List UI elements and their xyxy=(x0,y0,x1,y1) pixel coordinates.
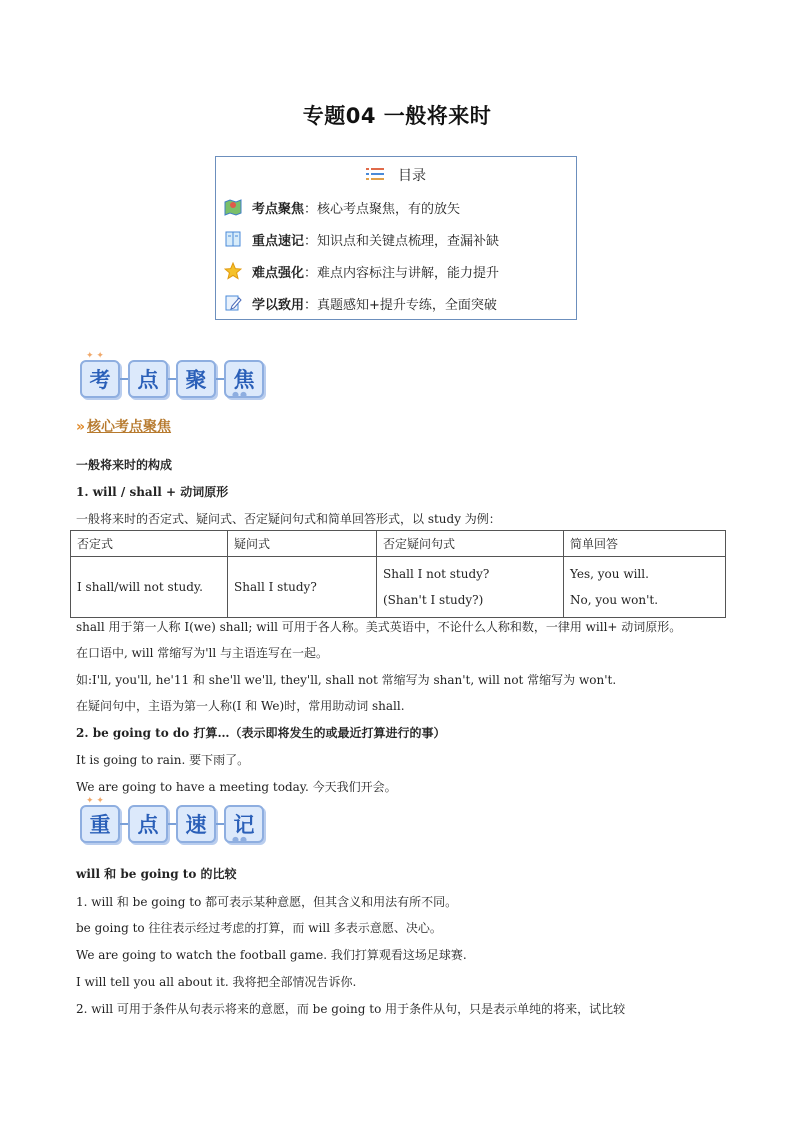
star-icon xyxy=(224,262,242,280)
body-line: 2. will 可用于条件从句表示将来的意愿，而 be going to 用于条件从句，只是表示单纯的将来，试比较 xyxy=(76,1002,626,1016)
table-row xyxy=(71,557,726,618)
badge-char: 记 xyxy=(224,805,264,843)
toc-item-desc: ：难点内容标注与讲解，能力提升 xyxy=(304,266,500,281)
example-line: We are going to have a meeting today. 今天我们开会。 xyxy=(76,780,397,794)
badge-char: 点 xyxy=(128,805,168,843)
intro-text: 一般将来时的否定式、疑问式、否定疑问句式和简单回答形式，以 study 为例： xyxy=(76,512,501,526)
section-heading: 一般将来时的构成 xyxy=(76,458,173,472)
point-1: 1. will / shall + 动词原形 xyxy=(76,485,229,499)
table-header: 疑问式 xyxy=(228,531,377,557)
table-header: 否定疑问句式 xyxy=(377,531,564,557)
toc-item-difficult[interactable] xyxy=(224,262,499,281)
toc-item-notes[interactable] xyxy=(224,230,499,249)
note-line: 如:I'll, you'll, he'11 和 she'll we'll, they'll, shall not 常缩写为 shan't, will not 常缩写为 won't. xyxy=(76,673,617,687)
section-heading: will 和 be going to 的比较 xyxy=(76,867,237,881)
table-header: 简单回答 xyxy=(564,531,726,557)
table-header-row xyxy=(71,531,726,557)
toc-item-desc: ：真题感知+提升专练，全面突破 xyxy=(304,298,497,313)
badge-char: 焦 xyxy=(224,360,264,398)
toc-heading-row xyxy=(216,165,576,185)
toc-item-label: 重点速记 xyxy=(252,234,305,249)
badge-char: 点 xyxy=(128,360,168,398)
note-line: shall 用于第一人称 I(we) shall; will 可用于各人称。美式英语中，不论什么人称和数，一律用 will+ 动词原形。 xyxy=(76,620,682,634)
table-cell: I shall/will not study. xyxy=(71,557,228,618)
toc-item-label: 难点强化 xyxy=(252,266,305,281)
page-title: 专题04 一般将来时 xyxy=(302,104,492,128)
table-cell: Yes, you will. No, you won't. xyxy=(564,557,726,618)
toc-heading: 目录 xyxy=(398,168,426,184)
toc-item-label: 学以致用 xyxy=(252,298,305,313)
point-2: 2. be going to do 打算…（表示即将发生的或最近打算进行的事） xyxy=(76,726,446,740)
table-cell: Shall I not study? (Shan't I study?) xyxy=(377,557,564,618)
edit-icon xyxy=(224,294,242,312)
toc-item-label: 考点聚焦 xyxy=(252,202,305,217)
body-line: be going to 往往表示经过考虑的打算，而 will 多表示意愿、决心。 xyxy=(76,921,442,935)
connector xyxy=(120,823,128,825)
section-badge-notes xyxy=(80,796,264,844)
note-line: 在口语中, will 常缩写为'll 与主语连写在一起。 xyxy=(76,646,329,660)
sparkle-icon: ✦ ✦ xyxy=(86,351,104,361)
toc-item-desc: ：核心考点聚焦，有的放矢 xyxy=(304,202,461,217)
connector xyxy=(168,823,176,825)
badge-char: 速 xyxy=(176,805,216,843)
connector xyxy=(216,378,224,380)
body-line: We are going to watch the football game. 我们打算观看这场足球赛. xyxy=(76,948,467,962)
double-chevron-icon: » xyxy=(76,419,86,435)
connector xyxy=(120,378,128,380)
toc-item-desc: ：知识点和关键点梳理，查漏补缺 xyxy=(304,234,500,249)
connector xyxy=(216,823,224,825)
badge-char: 重 xyxy=(80,805,120,843)
toc-item-focus[interactable] xyxy=(224,198,460,217)
badge-char: 考 xyxy=(80,360,120,398)
badge-char: 聚 xyxy=(176,360,216,398)
sparkle-icon: ✦ ✦ xyxy=(86,796,104,806)
toc-item-practice[interactable] xyxy=(224,294,497,313)
table-of-contents xyxy=(215,156,577,320)
connector xyxy=(168,378,176,380)
note-line: 在疑问句中，主语为第一人称(I 和 We)时，常用助动词 shall. xyxy=(76,699,405,713)
body-line: I will tell you all about it. 我将把全部情况告诉你. xyxy=(76,975,357,989)
forms-table xyxy=(70,530,726,618)
section-badge-focus xyxy=(80,351,264,399)
list-icon xyxy=(366,167,384,185)
subheading: » 核心考点聚焦 xyxy=(76,419,172,435)
body-line: 1. will 和 be going to 都可表示某种意愿，但其含义和用法有所不同。 xyxy=(76,895,458,909)
dots-decoration: ●● xyxy=(232,390,248,399)
table-cell: Shall I study? xyxy=(228,557,377,618)
book-icon xyxy=(224,230,242,248)
dots-decoration: ●● xyxy=(232,835,248,844)
example-line: It is going to rain. 要下雨了。 xyxy=(76,753,250,767)
table-header: 否定式 xyxy=(71,531,228,557)
map-icon xyxy=(224,198,242,216)
